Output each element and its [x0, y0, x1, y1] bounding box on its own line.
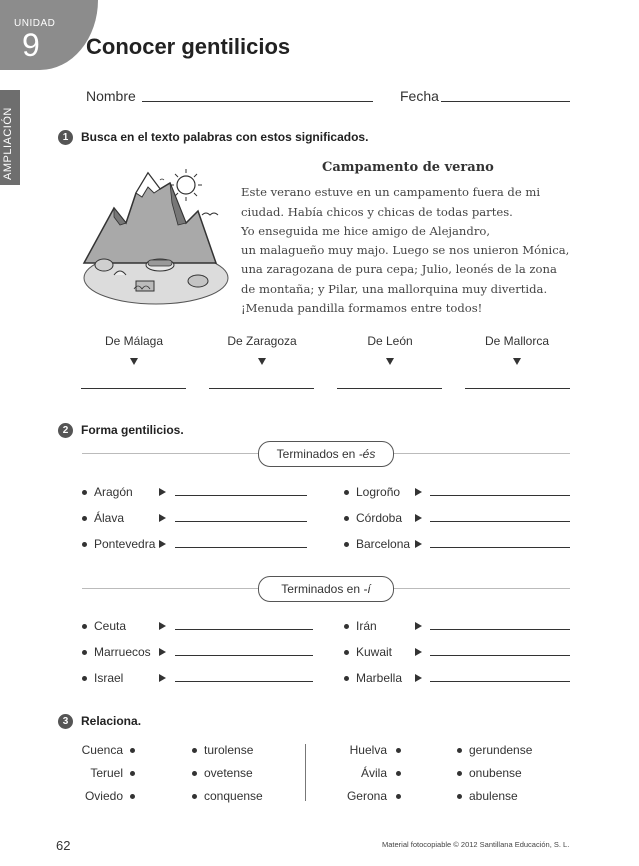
place-name: Córdoba — [356, 511, 403, 525]
match-dot[interactable] — [457, 771, 462, 776]
unit-label: UNIDAD — [14, 18, 56, 29]
answer-line-zaragoza[interactable] — [209, 388, 314, 389]
bullet-icon — [344, 490, 349, 495]
group-2-heading-prefix: Terminados en — [281, 582, 364, 596]
list-item — [82, 619, 126, 633]
arrow-right-icon — [159, 514, 166, 522]
list-item — [344, 671, 402, 685]
list-item — [82, 537, 155, 551]
place-name: Marruecos — [94, 645, 151, 659]
story-line: ¡Menuda pandilla formamos entre todos! — [241, 301, 483, 315]
arrow-right-icon — [159, 540, 166, 548]
column-heading-zaragoza: De Zaragoza — [227, 334, 297, 348]
answer-line[interactable] — [175, 629, 313, 630]
bullet-icon — [82, 516, 87, 521]
list-item — [344, 511, 402, 525]
answer-line[interactable] — [430, 495, 570, 496]
list-item — [82, 645, 151, 659]
demonym: conquense — [204, 789, 263, 803]
place-name: Barcelona — [356, 537, 411, 551]
match-dot[interactable] — [192, 748, 197, 753]
place-name: Aragón — [94, 485, 133, 499]
city-name: Oviedo — [84, 789, 123, 803]
arrow-down-icon — [386, 358, 394, 365]
match-dot[interactable] — [396, 748, 401, 753]
demonym: turolense — [204, 743, 254, 757]
list-item — [82, 511, 124, 525]
match-dot[interactable] — [130, 748, 135, 753]
story-title: Campamento de verano — [322, 160, 494, 175]
list-item — [82, 485, 133, 499]
demonym: onubense — [469, 766, 522, 780]
unit-number: 9 — [22, 27, 40, 63]
name-label: Nombre — [86, 88, 136, 104]
match-dot[interactable] — [396, 771, 401, 776]
arrow-right-icon — [415, 514, 422, 522]
answer-line-malaga[interactable] — [81, 388, 186, 389]
exercise-1-instruction: Busca en el texto palabras con estos significados. — [81, 130, 369, 144]
unit-tab — [0, 0, 98, 70]
match-dot[interactable] — [130, 794, 135, 799]
answer-line[interactable] — [175, 655, 313, 656]
bullet-icon — [344, 624, 349, 629]
bullet-icon — [344, 542, 349, 547]
group-1-heading — [258, 441, 394, 467]
answer-line[interactable] — [430, 681, 570, 682]
arrow-down-icon — [258, 358, 266, 365]
answer-line-mallorca[interactable] — [465, 388, 570, 389]
bullet-icon — [82, 490, 87, 495]
page-number: 62 — [56, 838, 71, 853]
story-line: Este verano estuve en un campamento fuera de mi — [241, 185, 541, 199]
bullet-icon — [82, 676, 87, 681]
answer-line[interactable] — [175, 547, 307, 548]
story-line: una zaragozana de pura cepa; Julio, leonés de la zona — [241, 262, 557, 276]
match-dot[interactable] — [457, 794, 462, 799]
exercise-3-number: 3 — [58, 714, 73, 729]
place-name: Pontevedra — [94, 537, 156, 551]
answer-line[interactable] — [175, 681, 313, 682]
exercise-2-instruction: Forma gentilicios. — [81, 423, 184, 437]
city-name: Ávila — [360, 766, 387, 780]
place-name: Ceuta — [94, 619, 127, 633]
side-tab-label: AMPLIACIÓN — [2, 107, 14, 180]
place-name: Irán — [356, 619, 377, 633]
answer-line[interactable] — [175, 495, 307, 496]
page-title: Conocer gentilicios — [86, 34, 291, 59]
answer-line[interactable] — [430, 629, 570, 630]
date-field[interactable] — [441, 101, 570, 102]
story-line: de montaña; y Pilar, una mallorquina muy divertida. — [241, 282, 548, 296]
match-dot[interactable] — [457, 748, 462, 753]
column-heading-malaga: De Málaga — [104, 334, 164, 348]
arrow-right-icon — [159, 674, 166, 682]
list-item — [82, 671, 123, 685]
arrow-right-icon — [415, 674, 422, 682]
group-2-suffix: -í — [363, 582, 371, 596]
exercise-3-instruction: Relaciona. — [81, 714, 142, 728]
arrow-right-icon — [415, 540, 422, 548]
bullet-icon — [82, 542, 87, 547]
bullet-icon — [344, 516, 349, 521]
group-2-heading — [258, 576, 394, 602]
match-dot[interactable] — [396, 794, 401, 799]
city-name: Gerona — [346, 789, 387, 803]
bullet-icon — [82, 624, 87, 629]
arrow-right-icon — [415, 622, 422, 630]
city-name: Huelva — [349, 743, 387, 757]
place-name: Logroño — [356, 485, 401, 499]
group-1-suffix: -és — [358, 447, 376, 461]
match-dot[interactable] — [130, 771, 135, 776]
list-item — [344, 645, 392, 659]
column-heading-mallorca: De Mallorca — [484, 334, 550, 348]
column-heading-leon: De León — [367, 334, 413, 348]
arrow-right-icon — [159, 648, 166, 656]
list-item — [344, 537, 410, 551]
story-line: un malagueño muy majo. Luego se nos unieron Mónica, — [241, 243, 570, 257]
group-1-heading-prefix: Terminados en — [276, 447, 359, 461]
answer-line[interactable] — [430, 547, 570, 548]
date-label: Fecha — [400, 88, 439, 104]
arrow-right-icon — [415, 648, 422, 656]
arrow-down-icon — [130, 358, 138, 365]
place-name: Kuwait — [356, 645, 393, 659]
arrow-right-icon — [159, 622, 166, 630]
demonym: gerundense — [469, 743, 533, 757]
story-line: ciudad. Había chicos y chicas de todas partes. — [241, 205, 513, 219]
demonym: ovetense — [204, 766, 253, 780]
divider — [305, 744, 306, 801]
place-name: Israel — [94, 671, 124, 685]
arrow-right-icon — [159, 488, 166, 496]
match-dot[interactable] — [192, 771, 197, 776]
arrow-down-icon — [513, 358, 521, 365]
answer-line[interactable] — [430, 521, 570, 522]
city-name: Cuenca — [81, 743, 123, 757]
city-name: Teruel — [90, 766, 123, 780]
place-name: Álava — [94, 511, 125, 525]
name-field[interactable] — [142, 101, 373, 102]
answer-line[interactable] — [175, 521, 307, 522]
copyright-notice: Material fotocopiable © 2012 Santillana Educación, S. L. — [382, 840, 570, 849]
list-item — [344, 619, 377, 633]
arrow-right-icon — [415, 488, 422, 496]
bullet-icon — [344, 676, 349, 681]
place-name: Marbella — [356, 671, 403, 685]
list-item — [344, 485, 400, 499]
exercise-2-number: 2 — [58, 423, 73, 438]
answer-line[interactable] — [430, 655, 570, 656]
bullet-icon — [82, 650, 87, 655]
match-dot[interactable] — [192, 794, 197, 799]
bullet-icon — [344, 650, 349, 655]
mountain-camp-illustration — [74, 163, 234, 313]
story-line: Yo enseguida me hice amigo de Alejandro, — [241, 224, 491, 238]
answer-line-leon[interactable] — [337, 388, 442, 389]
demonym: abulense — [469, 789, 518, 803]
exercise-1-number: 1 — [58, 130, 73, 145]
